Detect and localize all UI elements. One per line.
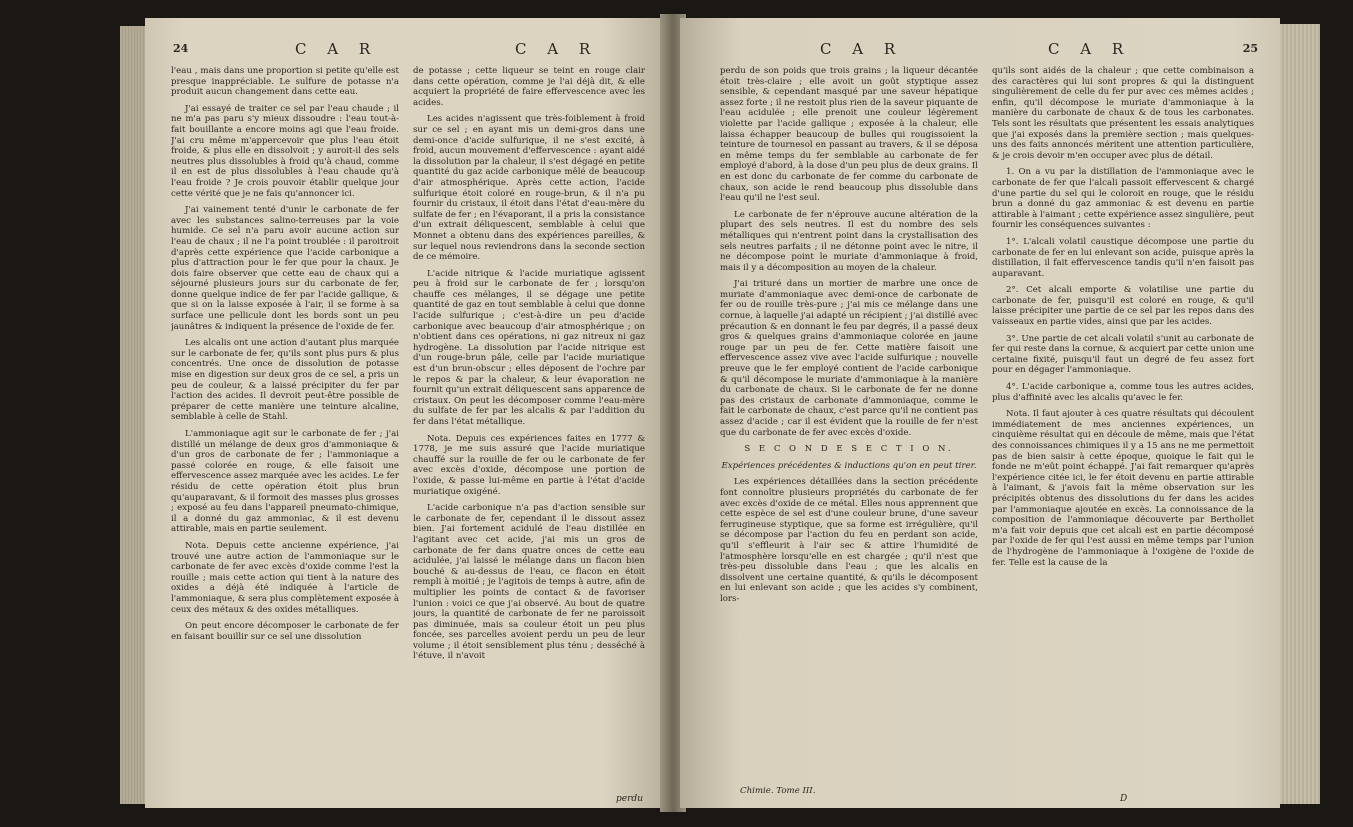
right-page-edges — [1280, 24, 1320, 804]
paragraph: 1°. L'alcali volatil caustique décompose une partie du carbonate de fer en lui enlevant son acide, puisque après la distillation, il fait effervescence tandis qu'il n'en faisoit pas auparavant. — [992, 236, 1254, 279]
left-column-1 — [171, 66, 399, 796]
paragraph: L'ammoniaque agit sur le carbonate de fer ; j'ai distillé un mélange de deux gros d'ammoniaque & d'un gros de carbonate de fer ; l'ammoniaque a passé colorée en rouge, & elle faisoit une effervescence assez marquée avec les acides. Le fer résidu de cette opération étoit plus brun qu'auparavant, & il formoit des masses plus grosses ; exposé au feu dans l'appareil pneumato-chimique, il a donné du gaz ammoniac, & il est devenu attirable, mais en partie seulement. — [171, 429, 399, 535]
paragraph: de potasse ; cette liqueur se teint en rouge clair dans cette opération, comme je l'ai déjà dit, & elle acquiert la propriété de faire effervescence avec les acides. — [413, 66, 645, 108]
right-running-head-2: C A R — [1048, 40, 1132, 58]
paragraph: Les alcalis ont une action d'autant plus marquée sur le carbonate de fer, qu'ils sont plus purs & plus concentrés. Une once de dissolution de potasse mise en digestion sur deux gros de ce sel, a pris un peu de couleur, & a laissé précipiter du fer par l'action des acides. Il devroit peut-être possible de préparer de cette manière une teinture alcaline, semblable à celle de Stahl. — [171, 338, 399, 423]
section-title: S E C O N D E S E C T I O N. — [744, 444, 954, 455]
paragraph: Nota. Il faut ajouter à ces quatre résultats qui découlent immédiatement de mes anciennes expériences, un cinquième résultat qui en découle de même, mais que l'état des connoissances chimiques il y a 15 ans ne me permettoit pas de bien saisir à cette époque, quoique le fait qui le fonde ne m'eût point échappé. J'ai fait remarquer qu'après l'expérience citée ici, le fer étoit devenu en partie attirable à l'aimant, & j'avois fait la même observation sur les précipités obtenus des dissolutions du fer dans les acides par l'ammoniaque ajoutée en excès. La connoissance de la composition de l'ammoniaque découverte par Berthollet m'a fait voir depuis que cet alcali est en partie décomposé par l'oxide de fer qui l'est aussi en même temps par l'union de l'hydrogène de l'ammoniaque à l'oxigène de l'oxide de fer. Telle est la cause de la — [992, 409, 1254, 568]
paragraph: J'ai vainement tenté d'unir le carbonate de fer avec les substances salino-terreuses par la voie humide. Ce sel n'a paru avoir aucune action sur l'eau de chaux ; il ne l'a point troublée : il paroitroit d'après cette expérience que l'acide carbonique a plus d'attraction pour le fer que pour la chaux. Je dois faire observer que cette eau de chaux qui a séjourné plusieurs jours sur du carbonate de fer, donne quelque indice de fer par l'acide gallique, & que si on la laisse exposée à l'air, il se forme à sa surface une pellicule dont les bords sont un peu jaunâtres & indiquent la présence de l'oxide de fer. — [171, 205, 399, 332]
paragraph: 3°. Une partie de cet alcali volatil s'unit au carbonate de fer qui reste dans la cornue, & acquiert par cette union une certaine fixité, puisqu'il faut un degré de feu assez fort pour en dégager l'ammoniaque. — [992, 333, 1254, 376]
right-page-number: 25 — [1242, 42, 1258, 55]
left-running-head-2: C A R — [515, 40, 599, 58]
right-running-head: C A R — [820, 40, 904, 58]
right-column-1 — [720, 66, 978, 806]
volume-footer: Chimie. Tome III. — [740, 786, 816, 796]
paragraph: l'eau , mais dans une proportion si petite qu'elle est presque inappréciable. Le sulfure de potasse n'a produit aucun changement dans cette eau. — [171, 66, 399, 98]
paragraph: 4°. L'acide carbonique a, comme tous les autres acides, plus d'affinité avec les alcalis qu'avec le fer. — [992, 382, 1254, 403]
paragraph: Nota. Depuis ces expériences faites en 1777 & 1778, je me suis assuré que l'acide muriatique chauffé sur la rouille de fer ou le carbonate de fer avec excès d'oxide, décompose une portion de l'oxide, & passe lui-même en partie à l'état d'acide muriatique oxigéné. — [413, 433, 645, 497]
paragraph: J'ai essayé de traiter ce sel par l'eau chaude ; il ne m'a pas paru s'y mieux dissoudre : l'eau tout-à-fait bouillante a encore moins agi que l'eau froide. J'ai cru même m'appercevoir que plus l'eau étoit froide, & plus elle en dissolvoit ; y auroit-il des sels neutres plus dissolubles à froid qu'à chaud, comme il en est de plus dissolubles à l'eau chaude qu'à l'eau froide ? Je crois pouvoir établir quelque jour cette vérité que je ne fais qu'annoncer ici. — [171, 103, 399, 199]
paragraph: 2°. Cet alcali emporte & volatilise une partie du carbonate de fer, puisqu'il est coloré en rouge, & qu'il laisse précipiter une partie de ce sel par les repos dans des vaisseaux en partie vides, ainsi que par les acides. — [992, 285, 1254, 328]
signature-mark: D — [1120, 794, 1128, 804]
paragraph: On peut encore décomposer le carbonate de fer en faisant bouillir sur ce sel une dissolution — [171, 621, 399, 642]
paragraph: Nota. Depuis cette ancienne expérience, j'ai trouvé une autre action de l'ammoniaque sur le carbonate de fer avec excès d'oxide comme l'est la rouille ; mais cette action qui tient à la nature des oxides a déjà été indiquée à l'article de l'ammoniaque, & sera plus complètement exposée à ceux des métaux & des oxides métalliques. — [171, 540, 399, 615]
paragraph: Le carbonate de fer n'éprouve aucune altération de la plupart des sels neutres. Il est du nombre des sels métalliques qui n'entrent point dans la crystallisation des sels neutres parfaits ; il ne détonne point avec le nitre, il ne décompose point le muriate d'ammoniaque à froid, mais il y a décomposition au moyen de la chaleur. — [720, 209, 978, 273]
paragraph: perdu de son poids que trois grains ; la liqueur décantée étoit très-claire ; elle avoit un goût styptique assez sensible, & cependant masqué par une saveur hépatique assez forte ; il ne restoit plus rien de la saveur piquante de l'eau acidulée ; elle prenoit une couleur légèrement violette par l'acide gallique ; exposée à la chaleur, elle laissa échapper beaucoup de bulles qui rougissoient la teinture de tournesol en passant au travers, & il se déposa en même temps du fer semblable au carbonate de fer employé d'abord, à la dose d'un peu plus de deux grains. Il en est donc du carbonate de fer comme du carbonate de chaux, son acide le rend beaucoup plus dissoluble dans l'eau qu'il ne l'est seul. — [720, 66, 978, 204]
left-page-edges — [120, 26, 146, 804]
left-column-2 — [413, 66, 645, 796]
right-page — [680, 18, 1280, 808]
left-page-number: 24 — [173, 42, 189, 55]
left-page — [145, 18, 665, 808]
paragraph: Les acides n'agissent que très-foiblement à froid sur ce sel ; en ayant mis un demi-gros dans une demi-once d'acide sulfurique, il ne s'est excité, à froid, aucun mouvement d'effervescence : ayant aidé la dissolution par la chaleur, il s'est dégagé en petite quantité du gaz acide carbonique mêlé de beaucoup d'air atmosphérique. Après cette action, l'acide sulfurique étoit coloré en rouge-brun, & il n'a pu fournir du cristaux, il étoit dans l'état d'eau-mère du sulfate de fer ; en l'évaporant, il a pris la consistance d'un extrait déliquescent, semblable à celui que Monnet a obtenu dans des expériences pareilles, & sur lequel nous reviendrons dans la seconde section de ce mémoire. — [413, 114, 645, 263]
paragraph: L'acide carbonique n'a pas d'action sensible sur le carbonate de fer, cependant il le dissout assez bien. J'ai fortement acidulé de l'eau distillée en l'agitant avec cet acide, j'ai mis un gros de carbonate de fer dans quatre onces de cette eau acidulée, j'ai laissé le mélange dans un flacon bien bouché & au-dessus de l'eau, ce flacon en étoit rempli à moitié ; je l'agitois de temps à autre, afin de multiplier les points de contact & de favoriser l'union : voici ce que j'ai observé. Au bout de quatre jours, la quantité de carbonate de fer ne paroissoit pas diminuée, mais sa couleur étoit un peu plus foncée, ses parcelles avoient perdu un peu de leur volume ; il étoit sensiblement plus ténu ; desséché à l'étuve, il n'avoit — [413, 503, 645, 662]
paragraph: L'acide nitrique & l'acide muriatique agissent peu à froid sur le carbonate de fer ; lorsqu'on chauffe ces mélanges, il se dégage une petite quantité de gaz en tout semblable à celui que donne l'acide sulfurique ; c'est-à-dire un peu d'acide carbonique avec beaucoup d'air atmosphérique ; on n'obtient dans ces opérations, ni gaz nitreux ni gaz hydrogène. La dissolution par l'acide nitrique est d'un rouge-brun pâle, celle par l'acide muriatique est d'un brun-obscur ; elles déposent de l'ochre par le repos & par la chaleur, & leur évaporation ne fournit qu'un extrait déliquescent sans apparence de cristaux. On peut les décomposer comme l'eau-mère du sulfate de fer par les alcalis & par l'addition du fer dans l'état métallique. — [413, 268, 645, 427]
left-running-head: C A R — [295, 40, 379, 58]
paragraph: J'ai trituré dans un mortier de marbre une once de muriate d'ammoniaque avec demi-once de carbonate de fer ou de rouille très-pure ; j'ai mis ce mélange dans une cornue, à laquelle j'ai adapté un récipient ; j'ai distillé avec précaution & en donnant le feu par degrés, il a passé deux gros & quelques grains d'ammoniaque colorée en jaune rouge par un peu de fer. Cette matière faisoit une effervescence assez vive avec l'acide sulfurique ; nouvelle preuve que le fer employé contient de l'acide carbonique & qu'il décompose le muriate d'ammoniaque à la manière du carbonate de chaux. Si le carbonate de fer ne donne pas des cristaux de carbonate d'ammoniaque, comme le fait le carbonate de chaux, c'est parce qu'il ne contient pas assez d'acide ; car il est évident que la rouille de fer n'est que du carbonate de fer avec excès d'oxide. — [720, 279, 978, 438]
catchword: perdu — [616, 794, 643, 804]
right-column-2 — [992, 66, 1254, 786]
section-subtitle: Expériences précédentes & inductions qu'on en peut tirer. — [721, 460, 977, 471]
paragraph: Les expériences détaillées dans la section précédente font connoître plusieurs propriétés du carbonate de fer avec excès d'oxide de ce métal. Elles nous apprennent que cette espèce de sel est d'une couleur brune, d'une saveur ferrugineuse styptique, que sa forme est irrégulière, qu'il se décompose par l'action du feu en perdant son acide, qu'il s'effleurit à l'air sec & attire l'humidité de l'atmosphère lorsqu'elle en est chargée ; qu'il n'est que très-peu dissoluble dans l'eau ; que les alcalis en dissolvent une certaine quantité, & qu'ils le décomposent en lui enlevant son acide ; que les acides s'y combinent, lors- — [720, 477, 978, 604]
paragraph: qu'ils sont aidés de la chaleur ; que cette combinaison a des caractères qui lui sont propres & qui la distinguent singulièrement de celle du fer pur avec ces mêmes acides ; enfin, qu'il décompose le muriate d'ammoniaque à la manière du carbonate de chaux & de tous les carbonates. Tels sont les résultats que présentent les essais analytiques que j'ai exposés dans la première section ; mais quelques-uns des faits annoncés méritent une attention particulière, & je crois devoir m'en occuper avec plus de détail. — [992, 66, 1254, 161]
paragraph: 1. On a vu par la distillation de l'ammoniaque avec le carbonate de fer que l'alcali passoit effervescent & chargé d'une partie du sel qui le coloroit en rouge, que le résidu brun a donné du gaz ammoniac & est devenu en partie attirable à l'aimant ; cette expérience assez singulière, peut fournir les conséquences suivantes : — [992, 167, 1254, 231]
